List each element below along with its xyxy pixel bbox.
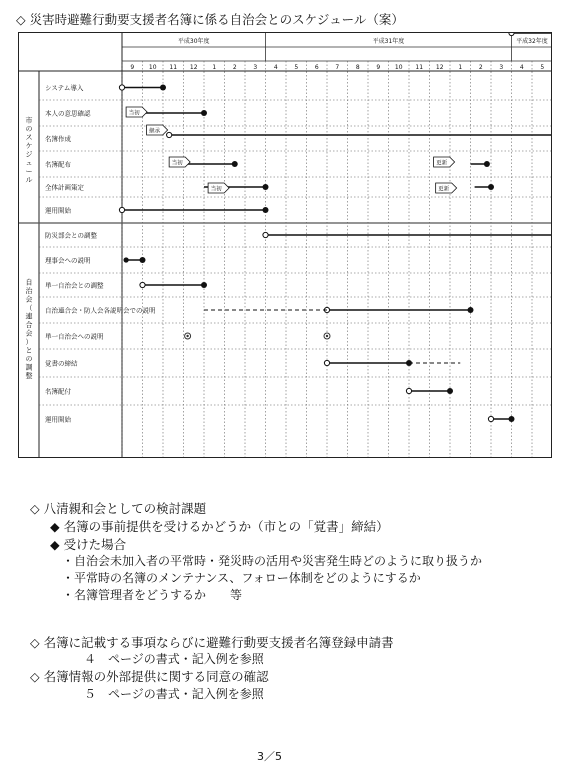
page-number: 3／5	[257, 750, 282, 763]
bar-end-marker	[160, 85, 166, 91]
group-label-char: ケ	[25, 141, 33, 150]
fiscal-year-label: 平成32年度	[516, 38, 548, 45]
row-label: 運用開始	[45, 206, 71, 215]
fiscal-year-label: 平成31年度	[372, 38, 405, 45]
bar-start-marker	[119, 85, 124, 90]
reference-heading: ◇ 名簿に記載する事項ならびに避難行動要支援者名簿登録申請書	[30, 635, 394, 650]
bar-tag-label: 当初	[210, 186, 222, 193]
row-label: 全体計画策定	[45, 183, 84, 192]
row-label: 名簿配布	[45, 160, 71, 169]
month-label: 12	[189, 64, 198, 71]
group-label-char: の	[25, 354, 33, 363]
group-label-char: 治	[25, 286, 33, 295]
group-label-char: ュ	[25, 158, 33, 167]
group-label-char: 会	[25, 329, 33, 338]
group-label-char: ス	[25, 133, 33, 142]
row-label: システム導入	[45, 84, 84, 92]
group-label-char: と	[25, 346, 33, 355]
bar-end-marker	[447, 388, 453, 394]
target-marker-center	[326, 335, 328, 337]
month-label: 3	[253, 64, 258, 71]
group-label-char: ジ	[25, 150, 33, 159]
bar-end-marker	[201, 110, 207, 116]
group-label-char: 会	[25, 295, 33, 304]
bar-start-marker	[263, 232, 268, 237]
month-label: 11	[169, 64, 178, 71]
bar-start-marker	[488, 416, 493, 421]
row-label: 名簿作成	[45, 135, 71, 143]
group-label-char: 整	[25, 371, 33, 380]
bar-end-marker	[263, 207, 269, 213]
month-label: 9	[376, 64, 381, 71]
month-label: 1	[458, 64, 463, 71]
bar-tag-label: 当初	[128, 110, 140, 117]
row-label: 本人の意思確認	[45, 109, 91, 118]
schedule-chart	[18, 32, 552, 458]
month-label: 2	[232, 64, 237, 71]
row-label: 単一自治会との調整	[45, 281, 104, 290]
study-subitem: ・名簿管理者をどうするか 等	[62, 588, 243, 602]
group-label-char: ー	[25, 167, 33, 176]
reference-heading: ◇ 名簿情報の外部提供に関する同意の確認	[30, 669, 269, 684]
bar-end-marker	[201, 282, 207, 288]
month-label: 5	[294, 64, 299, 71]
row-label: 名簿配付	[45, 387, 71, 396]
month-label: 6	[314, 64, 319, 71]
bar-end-marker	[263, 184, 269, 190]
bar-start-marker	[119, 207, 124, 212]
month-label: 11	[415, 64, 424, 71]
reference-note: ５ ページの書式・記入例を参照	[84, 687, 264, 701]
month-label: 4	[519, 64, 524, 71]
bar-end-marker	[484, 161, 490, 167]
group-label-char: の	[25, 124, 33, 133]
bar-start-marker	[167, 132, 172, 137]
bar-start-marker	[324, 360, 329, 365]
bar-start-marker	[124, 257, 129, 262]
month-label: 10	[148, 64, 157, 71]
row-label: 運用開始	[45, 415, 71, 424]
row-label: 覚書の締結	[45, 359, 78, 368]
group-label-char: ）	[25, 337, 33, 346]
study-heading: ◇ 八清親和会としての検討課題	[30, 501, 207, 516]
month-label: 8	[355, 64, 360, 71]
group-label-char: （	[25, 303, 33, 312]
bar-end-marker	[140, 257, 146, 263]
bar-tag-label: 当初	[171, 160, 183, 167]
row-label: 自治連合会・防人会各説明会での説明	[45, 306, 156, 315]
bar-start-marker	[509, 33, 514, 36]
group-label-char: 連	[25, 312, 33, 321]
month-label: 7	[335, 64, 340, 71]
row-label: 防災部会との調整	[45, 231, 97, 240]
bar-start-marker	[406, 388, 411, 393]
bar-end-marker	[488, 184, 494, 190]
month-label: 1	[212, 64, 217, 71]
study-subitem: ・平常時の名簿のメンテナンス、フォロー体制をどのようにするか	[62, 571, 421, 585]
group-label-char: 自	[25, 278, 33, 287]
row-label: 理事会への説明	[45, 256, 91, 265]
study-item: ◆ 名簿の事前提供を受けるかどうか（市との「覚書」締結）	[50, 519, 389, 534]
bar-end-marker	[468, 307, 474, 313]
bar-tag-label: 更新	[436, 160, 448, 167]
group-label-char: 市	[25, 116, 33, 125]
bar-end-marker	[509, 416, 515, 422]
bar-tag-label: 更新	[438, 186, 450, 193]
reference-note: ４ ページの書式・記入例を参照	[84, 652, 264, 666]
month-label: 5	[540, 64, 545, 71]
month-label: 4	[273, 64, 278, 71]
group-label-char: 調	[25, 363, 33, 372]
month-label: 2	[478, 64, 483, 71]
schedule-gantt	[19, 33, 551, 457]
row-label: 単一自治会への説明	[45, 332, 104, 341]
page-title: ◇ 災害時避難行動要支援者名簿に係る自治会とのスケジュール（案）	[16, 12, 404, 27]
month-label: 10	[394, 64, 403, 71]
bar-end-marker	[232, 161, 238, 167]
month-label: 3	[499, 64, 504, 71]
group-label-char: ル	[25, 175, 33, 184]
target-marker-center	[186, 335, 188, 337]
month-label: 9	[130, 64, 135, 71]
bar-start-marker	[140, 282, 145, 287]
bar-tag-label: 継承	[149, 128, 161, 135]
group-label-char: 合	[25, 320, 33, 329]
month-label: 12	[435, 64, 444, 71]
study-subitem: ・自治会未加入者の平常時・発災時の活用や災害発生時どのように取り扱うか	[62, 554, 483, 568]
fiscal-year-label: 平成30年度	[177, 38, 210, 45]
study-item: ◆ 受けた場合	[50, 537, 127, 552]
